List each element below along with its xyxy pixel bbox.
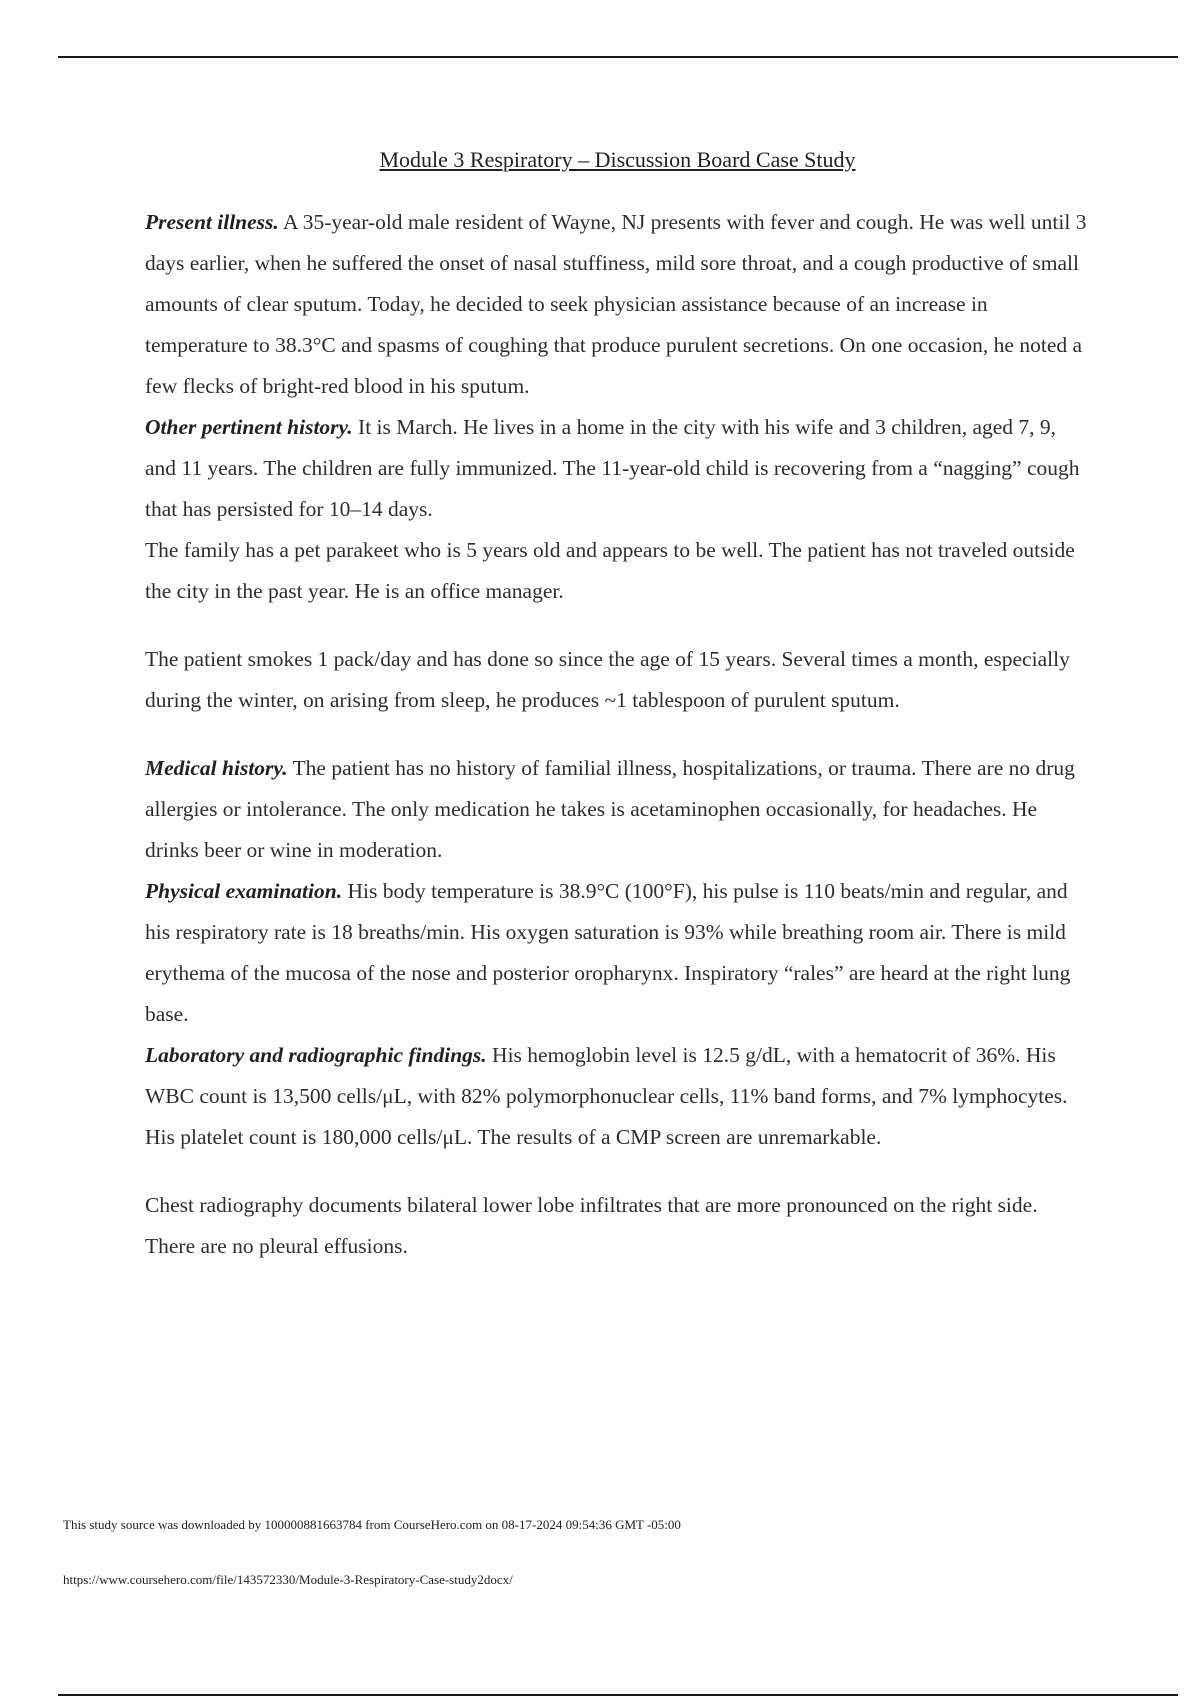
present-illness-paragraph bbox=[145, 202, 1090, 407]
bottom-divider bbox=[58, 1694, 1178, 1696]
document-title: Module 3 Respiratory – Discussion Board Case Study bbox=[379, 147, 856, 172]
present-illness-text: A 35-year-old male resident of Wayne, NJ presents with fever and cough. He was well until 3 days earlier, when he suffered the onset of nasal stuffiness, mild sore throat, and a cough productive of small amounts of clear sputum. Today, he decided to seek physician assistance because of an increase in temperature to 38.3°C and spasms of coughing that produce purulent secretions. On one occasion, he noted a few flecks of bright-red blood in his sputum. bbox=[145, 210, 1087, 398]
lab-findings-paragraph bbox=[145, 1035, 1090, 1158]
smoking-paragraph: The patient smokes 1 pack/day and has done so since the age of 15 years. Several times a month, especially during the winter, on arising from sleep, he produces ~1 tablespoon of purulent sputum. bbox=[145, 647, 1070, 712]
top-divider bbox=[58, 56, 1178, 58]
footer-source-line: This study source was downloaded by 100000881663784 from CourseHero.com on 08-17-2024 09:54:36 GMT -05:00 bbox=[63, 1517, 681, 1532]
medical-history-text: The patient has no history of familial illness, hospitalizations, or trauma. There are no drug allergies or intolerance. The only medication he takes is acetaminophen occasionally, for headaches. He drinks beer or wine in moderation. bbox=[145, 756, 1075, 862]
physical-exam-paragraph bbox=[145, 871, 1090, 1035]
medical-history-heading: Medical history. bbox=[145, 756, 288, 780]
other-history-text: It is March. He lives in a home in the city with his wife and 3 children, aged 7, 9, and 11 years. The children are fully immunized. The 11-year-old child is recovering from a “nagging” cough that has persisted for 10–14 days. bbox=[145, 415, 1080, 521]
lab-findings-text: His hemoglobin level is 12.5 g/dL, with a hematocrit of 36%. His WBC count is 13,500 cells/μL, with 82% polymorphonuclear cells, 11% band forms, and 7% lymphocytes. His platelet count is 180,000 cells/μL. The results of a CMP screen are unremarkable. bbox=[145, 1043, 1068, 1149]
physical-exam-heading: Physical examination. bbox=[145, 879, 343, 903]
chest-radiography-paragraph: Chest radiography documents bilateral lower lobe infiltrates that are more pronounced on the right side. There are no pleural effusions. bbox=[145, 1193, 1038, 1258]
other-history-paragraph bbox=[145, 407, 1090, 530]
other-history-heading: Other pertinent history. bbox=[145, 415, 353, 439]
document-body bbox=[145, 140, 1090, 1267]
family-pet-paragraph: The family has a pet parakeet who is 5 years old and appears to be well. The patient has not traveled outside the city in the past year. He is an office manager. bbox=[145, 538, 1075, 603]
physical-exam-text: His body temperature is 38.9°C (100°F), his pulse is 110 beats/min and regular, and his respiratory rate is 18 breaths/min. His oxygen saturation is 93% while breathing room air. There is mild erythema of the mucosa of the nose and posterior oropharynx. Inspiratory “rales” are heard at the right lung base. bbox=[145, 879, 1071, 1026]
present-illness-heading: Present illness. bbox=[145, 210, 279, 234]
medical-history-paragraph bbox=[145, 748, 1090, 871]
footer-url[interactable]: https://www.coursehero.com/file/143572330/Module-3-Respiratory-Case-study2docx/ bbox=[63, 1572, 513, 1587]
lab-findings-heading: Laboratory and radiographic findings. bbox=[145, 1043, 487, 1067]
